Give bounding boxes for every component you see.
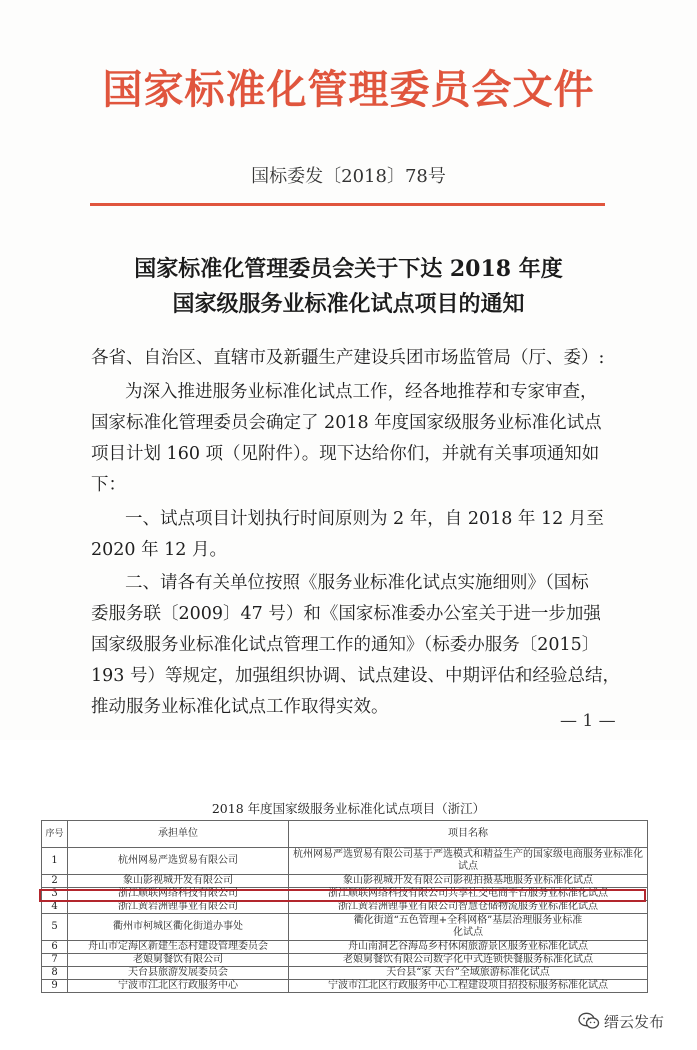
row-project: 杭州网易严选贸易有限公司基于严选模式和精益生产的国家级电商服务业标准化试点 [289, 848, 648, 875]
paragraph-line: 委服务联〔2009〕47 号）和《国家标准委办公室关于进一步加强 [91, 604, 601, 624]
page-number: — 1 — [560, 711, 616, 731]
table-row [42, 954, 648, 967]
row-project: 老娘舅餐饮有限公司数字化中式连锁快餐服务标准化试点 [289, 954, 648, 967]
row-project: 衢化街道“五色管理+全科网格”基层治理服务业标准化试点 [289, 914, 648, 941]
document-header-title: 国家标准化管理委员会文件 [102, 66, 595, 113]
row-index: 1 [42, 848, 68, 875]
paragraph-line: 二、请各有关单位按照《服务业标准化试点实施细则》（国标 [125, 573, 589, 593]
paragraph-line: 193 号）等规定，加强组织协调、试点建设、中期评估和经验总结， [91, 666, 620, 686]
row-index: 3 [42, 888, 68, 901]
paragraph-line: 一、试点项目计划执行时间原则为 2 年，自 2018 年 12 月至 [125, 509, 604, 529]
paragraph-line: 为深入推进服务业标准化试点工作，经各地推荐和专家审查， [125, 382, 598, 402]
paragraph-line: 各省、自治区、直辖市及新疆生产建设兵团市场监管局（厅、委）: [91, 348, 605, 368]
table-row [42, 980, 648, 993]
page-gap [0, 740, 697, 795]
source-watermark [578, 1009, 664, 1033]
row-highlight-box [39, 889, 646, 902]
header-index: 序号 [42, 821, 68, 848]
row-index: 7 [42, 954, 68, 967]
row-index: 6 [42, 941, 68, 954]
row-project: 浙江顺联网络科技有限公司共享社交电商平台服务业标准化试点 [289, 888, 648, 901]
row-unit: 杭州网易严选贸易有限公司 [68, 848, 289, 875]
watermark-text: 缙云发布 [604, 1012, 665, 1031]
row-index: 4 [42, 901, 68, 914]
table-header-row [42, 821, 648, 848]
row-unit: 老娘舅餐饮有限公司 [68, 954, 289, 967]
table-row [42, 941, 648, 954]
row-index: 2 [42, 875, 68, 888]
table-row [42, 901, 648, 914]
paragraph-line: 下： [91, 475, 126, 495]
table-row [42, 848, 648, 875]
row-unit: 浙江顺联网络科技有限公司 [68, 888, 289, 901]
row-index: 5 [42, 914, 68, 941]
row-unit: 舟山市定海区新建生态村建设管理委员会 [68, 941, 289, 954]
notice-title-line1: 国家标准化管理委员会关于下达 2018 年度 [134, 256, 563, 282]
row-unit: 衢州市柯城区衢化街道办事处 [68, 914, 289, 941]
row-unit: 宁波市江北区行政服务中心 [68, 980, 289, 993]
row-project: 象山影视城开发有限公司影视拍摄基地服务业标准化试点 [289, 875, 648, 888]
table-caption: 2018 年度国家级服务业标准化试点项目（浙江） [211, 801, 486, 816]
pilot-project-table [41, 820, 648, 993]
row-project: 浙江黄岩洲锂事业有限公司智慧仓储物流服务业标准化试点 [289, 901, 648, 914]
table-row [42, 875, 648, 888]
row-project: 天台县“家 天台”全域旅游标准化试点 [289, 967, 648, 980]
paragraph-line: 推动服务业标准化试点工作取得实效。 [91, 697, 389, 717]
row-project: 宁波市江北区行政服务中心工程建设项目招投标服务标准化试点 [289, 980, 648, 993]
header-project: 项目名称 [289, 821, 648, 848]
table-row [42, 967, 648, 980]
row-unit: 浙江黄岩洲锂事业有限公司 [68, 901, 289, 914]
red-divider [90, 203, 605, 206]
paragraph-line: 项目计划 160 项（见附件）。现下达给你们，并就有关事项通知如 [91, 444, 600, 464]
wechat-icon [578, 1012, 600, 1030]
row-index: 9 [42, 980, 68, 993]
paragraph-line: 2020 年 12 月。 [91, 540, 227, 560]
row-unit: 象山影视城开发有限公司 [68, 875, 289, 888]
row-unit: 天台县旅游发展委员会 [68, 967, 289, 980]
paragraph-line: 国家标准化管理委员会确定了 2018 年度国家级服务业标准化试点 [91, 413, 602, 433]
table-row [42, 914, 648, 941]
row-project: 舟山南洞艺谷海岛乡村休闲旅游景区服务业标准化试点 [289, 941, 648, 954]
paragraph-line: 国家级服务业标准化试点管理工作的通知》（标委办服务〔2015〕 [91, 635, 600, 655]
header-unit: 承担单位 [68, 821, 289, 848]
notice-title-line2: 国家级服务业标准化试点项目的通知 [172, 291, 525, 317]
document-number: 国标委发〔2018〕78号 [251, 166, 446, 187]
row-index: 8 [42, 967, 68, 980]
